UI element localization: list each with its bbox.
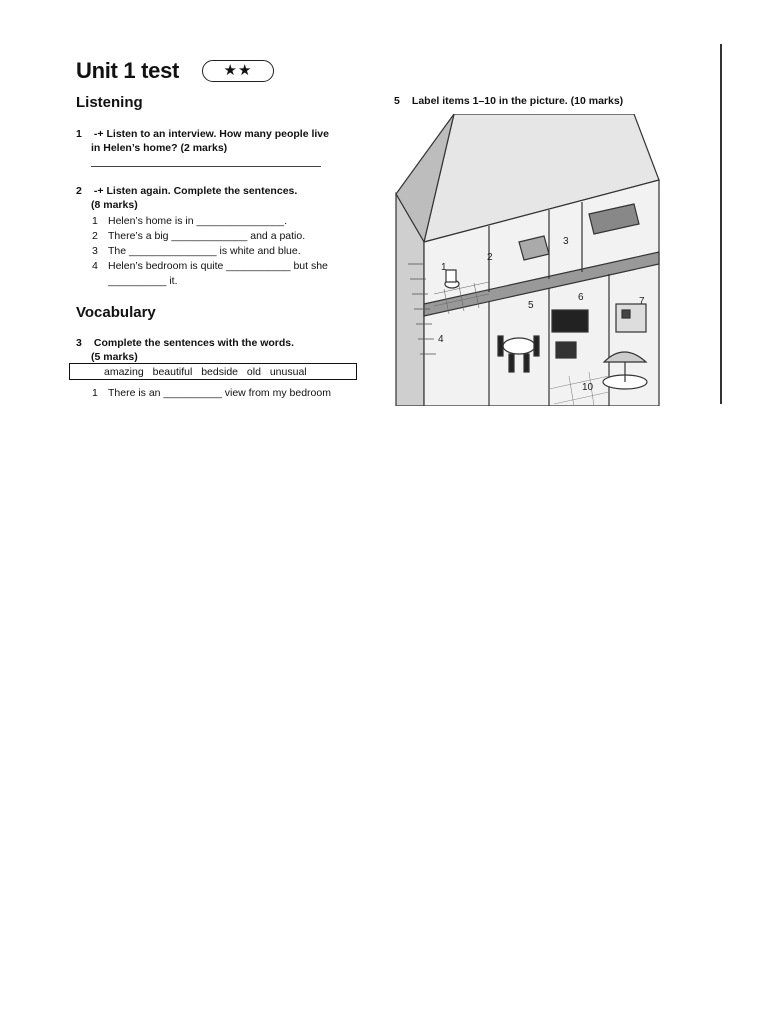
picture-label-3: 3 — [563, 236, 569, 247]
answer-line-1[interactable] — [91, 166, 321, 167]
picture-label-6: 6 — [578, 292, 584, 303]
item-text: Helen’s home is in _______________. — [108, 215, 288, 227]
question-1-number: 1 — [76, 128, 82, 140]
list-item — [92, 259, 328, 274]
item-number: 1 — [92, 387, 98, 399]
column-divider — [720, 44, 722, 404]
question-3 — [76, 336, 294, 364]
picture-label-10: 10 — [582, 382, 594, 393]
question-2-items — [92, 214, 328, 289]
picture-label-7: 7 — [639, 296, 645, 307]
question-3-number: 3 — [76, 337, 82, 349]
item-text: The _______________ is white and blue. — [108, 245, 301, 257]
house-illustration — [394, 114, 664, 406]
item-text: __________ it. — [108, 275, 178, 287]
question-3-text: Complete the sentences with the words. — [93, 337, 295, 349]
item-number: 2 — [92, 230, 98, 242]
item-number: 3 — [92, 245, 98, 257]
picture-label-1: 1 — [441, 262, 447, 273]
list-item — [92, 386, 331, 401]
listening-heading: Listening — [76, 94, 143, 111]
audio-icon: -+ — [93, 185, 104, 197]
picture-label-2: 2 — [487, 252, 493, 263]
picture-label-5: 5 — [528, 300, 534, 311]
question-2 — [76, 184, 297, 212]
question-1 — [76, 127, 329, 155]
question-3-text-line2: (5 marks) — [91, 351, 138, 363]
item-number: 1 — [92, 215, 98, 227]
list-item — [92, 229, 328, 244]
item-text: Helen’s bedroom is quite ___________ but she — [108, 260, 328, 272]
item-text: There is an __________ view from my bedroom — [108, 387, 331, 399]
question-2-text-line2: (8 marks) — [91, 199, 138, 211]
list-item — [92, 214, 328, 229]
audio-icon: -+ — [93, 128, 104, 140]
question-5-number: 5 — [394, 95, 400, 107]
question-2-number: 2 — [76, 185, 82, 197]
question-2-text: Listen again. Complete the sentences. — [106, 185, 298, 197]
word-box: amazing beautiful bedside old unusual — [69, 363, 357, 380]
item-text: There’s a big _____________ and a patio. — [108, 230, 306, 242]
picture-label-4: 4 — [438, 334, 444, 345]
question-3-items — [92, 386, 331, 401]
item-number: 4 — [92, 260, 98, 272]
difficulty-stars-badge: ★★ — [202, 60, 274, 82]
question-1-text: Listen to an interview. How many people live — [106, 128, 329, 140]
list-item-continued — [92, 274, 328, 289]
question-5 — [394, 94, 623, 108]
vocabulary-heading: Vocabulary — [76, 304, 156, 321]
question-5-text: Label items 1–10 in the picture. (10 marks) — [411, 95, 624, 107]
list-item — [92, 244, 328, 259]
question-1-text-line2: in Helen’s home? (2 marks) — [91, 142, 228, 154]
page-title: Unit 1 test — [76, 58, 180, 83]
